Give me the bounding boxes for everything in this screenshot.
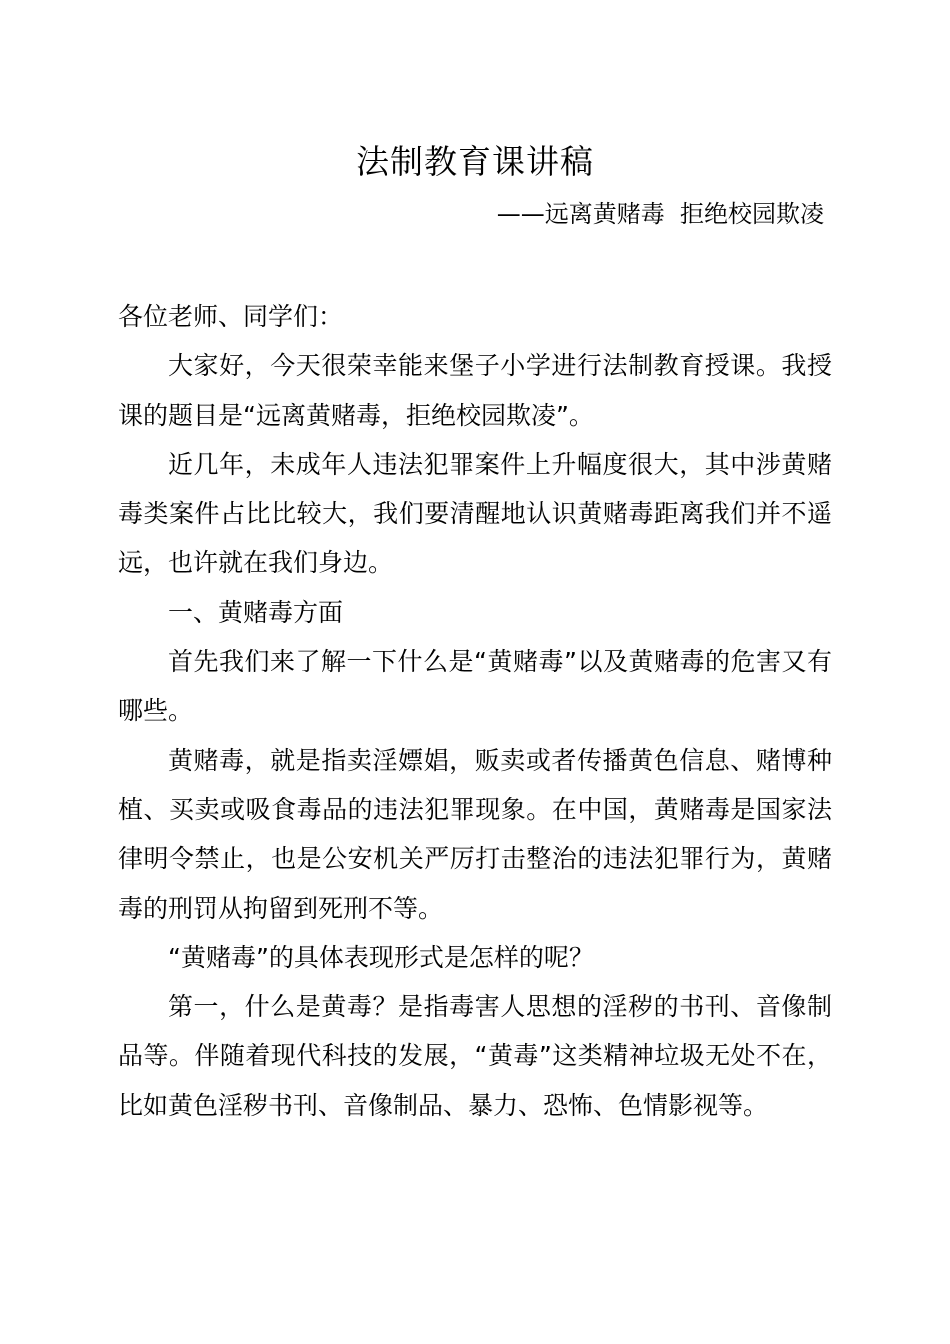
paragraph-greeting: 大家好，今天很荣幸能来堡子小学进行法制教育授课。我授课的题目是“远离黄赌毒，拒绝校园欺凌”。 — [118, 351, 832, 430]
paragraph-question: “黄赌毒”的具体表现形式是怎样的呢？ — [168, 942, 594, 972]
section-heading: 一、黄赌毒方面 — [168, 597, 344, 627]
document-subtitle: ——远离黄赌毒 拒绝校园欺凌 — [496, 200, 824, 228]
document-body — [118, 292, 832, 1130]
salutation: 各位老师、同学们： — [118, 302, 344, 331]
paragraph-definition: 黄赌毒，就是指卖淫嫖娼，贩卖或者传播黄色信息、赌博种植、买卖或吸食毒品的违法犯罪现象。在中国，黄赌毒是国家法律明令禁止，也是公安机关严厉打击整治的违法犯罪行为，黄赌毒的刑罚从拘留到死刑不等。 — [118, 745, 832, 923]
paragraph-background: 近几年，未成年人违法犯罪案件上升幅度很大，其中涉黄赌毒类案件占比比较大，我们要清醒地认识黄赌毒距离我们并不遥远，也许就在我们身边。 — [118, 449, 832, 578]
paragraph-first-point: 第一，什么是黄毒？是指毒害人思想的淫秽的书刊、音像制品等。伴随着现代科技的发展，“黄毒”这类精神垃圾无处不在，比如黄色淫秽书刊、音像制品、暴力、恐怖、色情影视等。 — [118, 992, 832, 1120]
paragraph-intro: 首先我们来了解一下什么是“黄赌毒”以及黄赌毒的危害又有哪些。 — [118, 647, 832, 726]
document-title: 法制教育课讲稿 — [356, 142, 594, 181]
